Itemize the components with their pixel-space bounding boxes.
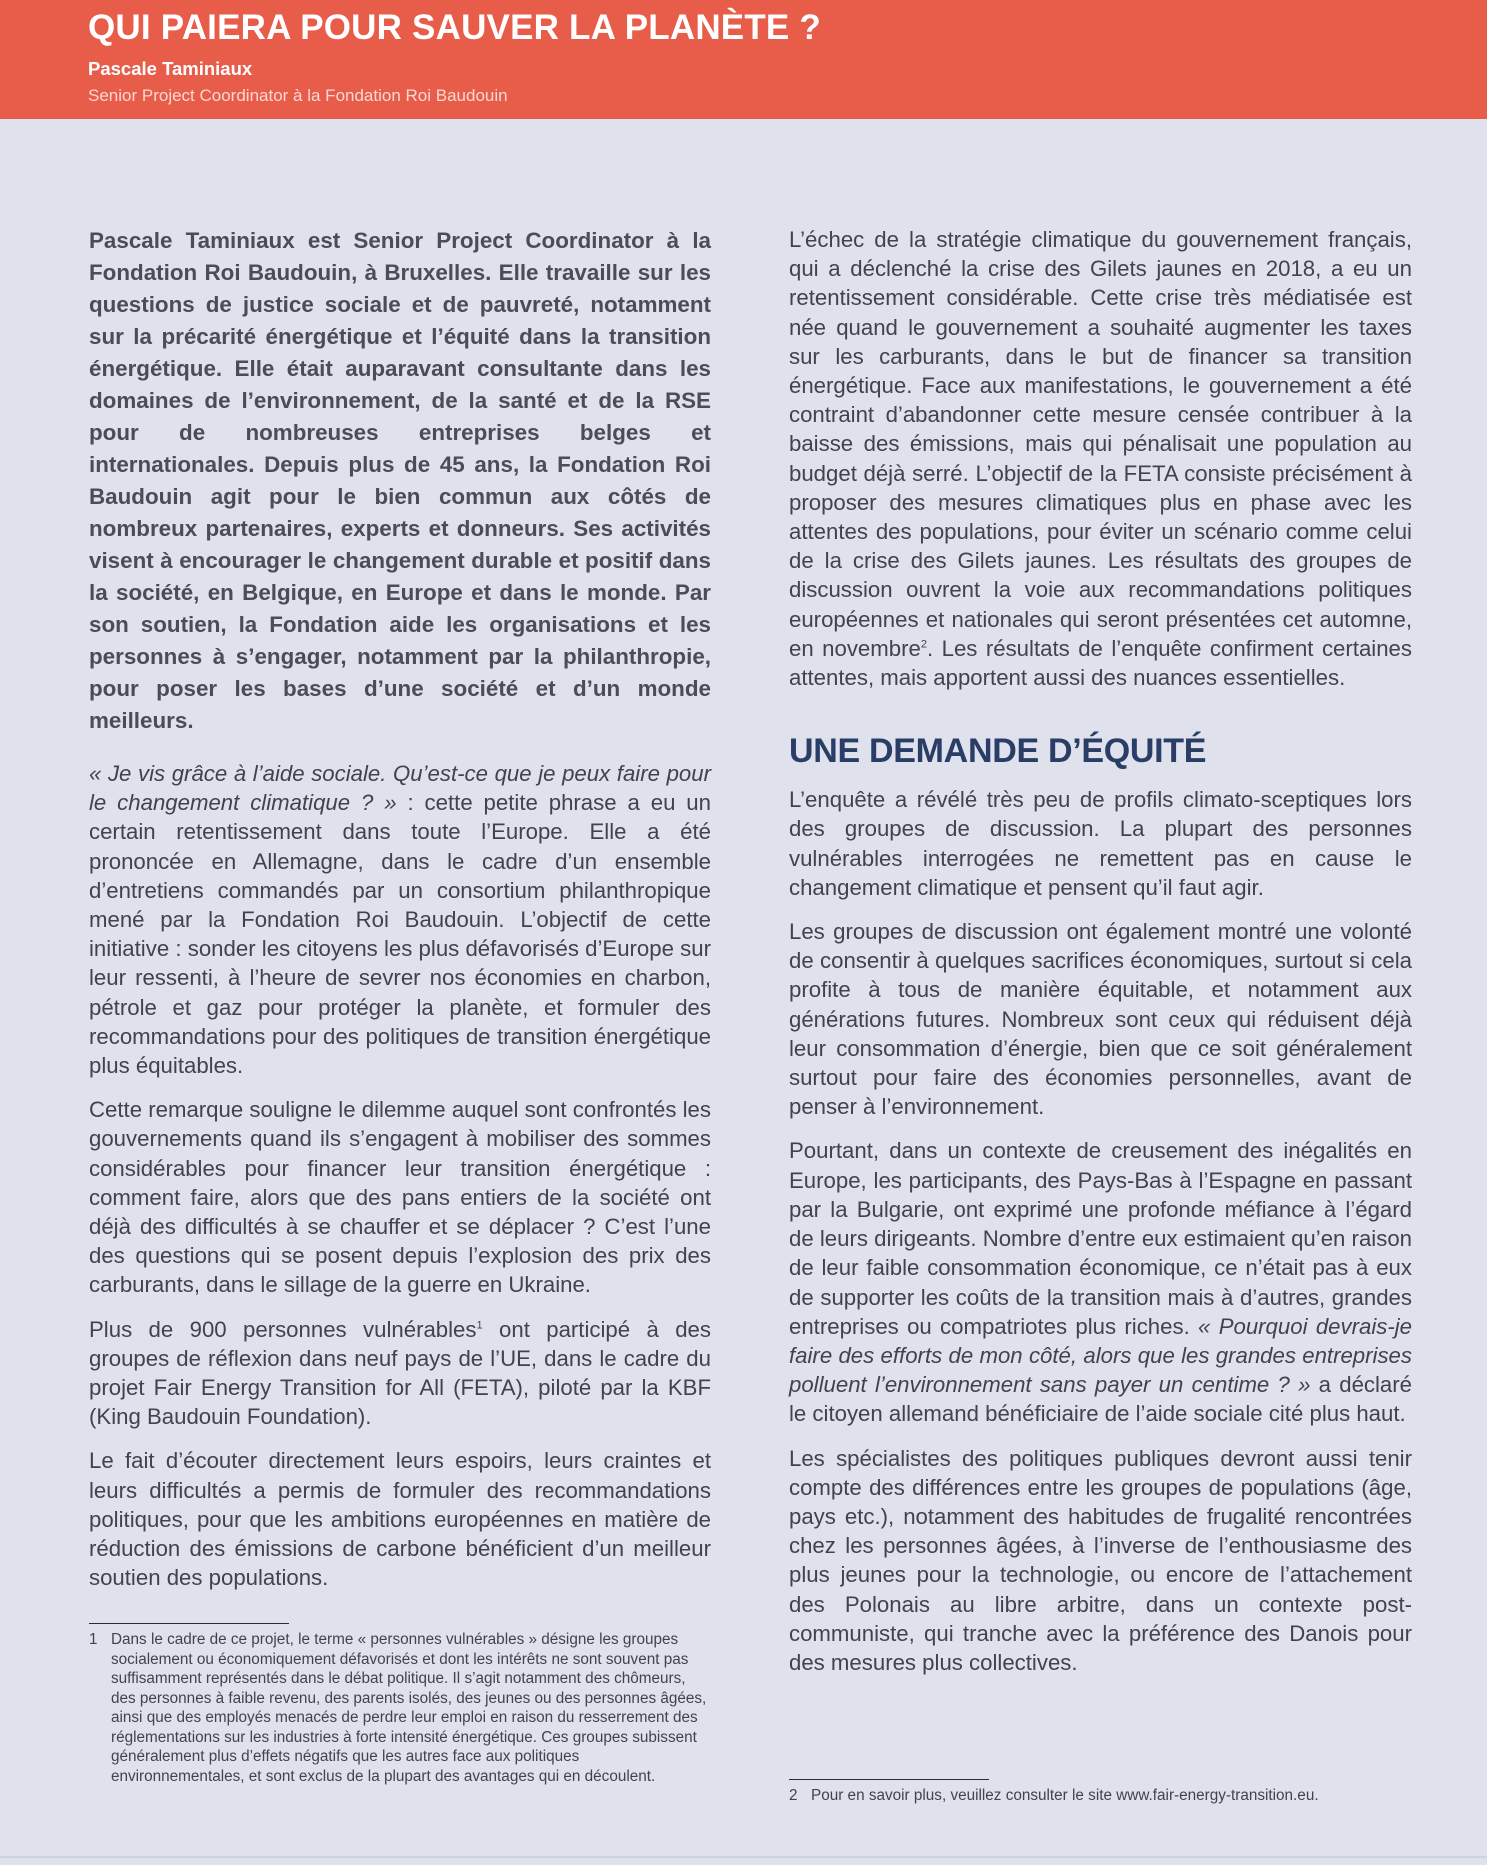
footnote-number: 2 [789,1787,798,1804]
footnote-divider [789,1779,989,1780]
author-name: Pascale Taminiaux [88,58,253,79]
paragraph: Le fait d’écouter directement leurs espoirs, leurs craintes et leurs difficultés a permis de formuler des recommandations politiques, pour que les ambitions européennes en matière de réduction des émissions de carbone bénéficient d’un meilleur soutien des populations. [89,1448,711,1591]
footnote-text[interactable]: Pour en savoir plus, veuillez consulter le site www.fair-energy-transition.eu. [811,1787,1319,1804]
footnote-1 [89,1630,711,1786]
paragraph: Plus de 900 personnes vulnérables$^1$ ont participé à des groupes de réflexion dans neuf pays de l’UE, dans le cadre du projet Fair Energy Transition for All (FETA), piloté par la KBF (King Baudouin Foundation). [89,1316,711,1430]
quote: « Je vis grâce à l’aide sociale. Qu’est-ce que je peux faire pour le changement climatique ? » [89,761,711,816]
article-title: QUI PAIERA POUR SAUVER LA PLANÈTE ? [88,8,821,47]
paragraph: L’échec de la stratégie climatique du gouvernement français, qui a déclenché la crise des Gilets jaunes en 2018, a eu un retentissement considérable. Cette crise très médiatisée est née quand le gouvernement a souhaité augmenter les taxes sur les carburants, dans le but de financer sa transition énergétique. Face aux manifestations, le gouvernement a été contraint d’abandonner cette mesure censée contribuer à la baisse des émissions, mais qui pénalisait une population au budget déjà serré. L’objectif de la FETA consiste précisément à proposer des mesures climatiques plus en phase avec les attentes des populations, pour éviter un scénario comme celui de la crise des Gilets jaunes. Les résultats des groupes de discussion ouvrent la voie aux recommandations politiques européennes et nationales qui seront présentées cet automne, en novembre$^2$. Les résultats de l’enquête confirment certaines attentes, mais apportent aussi des nuances essentielles. [789,227,1412,691]
author-bio: Pascale Taminiaux est Senior Project Coordinator à la Fondation Roi Baudouin, à Bruxelles. Elle travaille sur les questions de justice sociale et de pauvreté, notamment sur la précarité énergétique et l’équité dans la transition énergétique. Elle était auparavant consultante dans les domaines de l’environnement, de la santé et de la RSE pour de nombreuses entreprises belges et internationales. Depuis plus de 45 ans, la Fondation Roi Baudouin agit pour le bien commun aux côtés de nombreux partenaires, experts et donneurs. Ses activités visent à encourager le changement durable et positif dans la société, en Belgique, en Europe et dans le monde. Par son soutien, la Fondation aide les organisations et les personnes à s’engager, notamment par la philanthropie, pour poser les bases d’une société et d’un monde meilleurs. [89,228,711,733]
paragraph: L’enquête a révélé très peu de profils climato-sceptiques lors des groupes de discussion. La plupart des personnes vulnérables interrogées ne remettent pas en cause le changement climatique et pensent qu’il faut agir. [789,787,1412,900]
paragraph: « Je vis grâce à l’aide sociale. Qu’est-ce que je peux faire pour le changement climatique ? » : cette petite phrase a eu un certain retentissement dans toute l’Europe. Elle a été prononcée en Allemagne, dans le cadre d’un ensemble d’entretiens commandés par un consortium philanthropique mené par la Fondation Roi Baudouin. L’objectif de cette initiative : sonder les citoyens les plus défavorisés d’Europe sur leur ressenti, à l’heure de sevrer nos économies en charbon, pétrole et gaz pour protéger la planète, et formuler des recommandations pour des politiques de transition énergétique plus équitables. [89,761,711,1079]
footnote-ref-1[interactable]: 1 [476,1319,483,1332]
footnote-2 [789,1786,1412,1806]
author-role: Senior Project Coordinator à la Fondation Roi Baudouin [88,86,508,105]
section-heading: UNE DEMANDE D’ÉQUITÉ [789,732,1207,771]
paragraph: Pourtant, dans un contexte de creusement des inégalités en Europe, les participants, des Pays-Bas à l’Espagne en passant par la Bulgarie, ont exprimé une profonde méfiance à l’égard de leurs dirigeants. Nombre d’entre eux estimaient qu’en raison de leur faible consommation économique, ce n’était pas à eux de supporter les coûts de la transition mais à d’autres, grandes entreprises ou compatriotes plus riches. « Pourquoi devrais-je faire des efforts de mon côté, alors que les grandes entreprises polluent l’environnement sans payer un centime ? » a déclaré le citoyen allemand bénéficiaire de l’aide sociale cité plus haut. [789,1138,1412,1427]
paragraph: Cette remarque souligne le dilemme auquel sont confrontés les gouvernements quand ils s’engagent à mobiliser des sommes considérables pour financer leur transition énergétique : comment faire, alors que des pans entiers de la société ont déjà des difficultés à se chauffer et se déplacer ? C’est l’une des questions qui se posent depuis l’explosion des prix des carburants, dans le sillage de la guerre en Ukraine. [89,1097,711,1298]
footnote-block-2 [789,1779,1412,1806]
paragraph: Les spécialistes des politiques publiques devront aussi tenir compte des différences entre les groupes de populations (âge, pays etc.), notamment des habitudes de frugalité rencontrées chez les personnes âgées, à l’inverse de l’enthousiasme des plus jeunes pour la technologie, ou encore de l’attachement des Polonais au libre arbitre, dans un contexte post-communiste, qui tranche avec la préférence des Danois pour des mesures plus collectives. [789,1445,1412,1675]
footnote-ref-2[interactable]: 2 [920,638,927,651]
footnote-block-1 [89,1623,711,1786]
footnote-divider [89,1623,289,1624]
quote: « Pourquoi devrais-je faire des efforts de mon côté, alors que les grandes entreprises polluent l’environnement sans payer un centime ? » [789,1313,1412,1398]
left-column [89,225,711,1607]
footnote-number: 1 [89,1631,98,1648]
paragraph: Les groupes de discussion ont également montré une volonté de consentir à quelques sacrifices économiques, surtout si cela profite à tous de manière équitable, et notamment aux générations futures. Nombreux sont ceux qui réduisent déjà leur consommation d’énergie, bien que ce soit généralement surtout pour faire des économies personnelles, avant de penser à l’environnement. [789,919,1412,1120]
page-bottom-edge [0,1856,1487,1858]
article-header [0,0,1487,119]
right-column [789,225,1412,1692]
footnote-text: Dans le cadre de ce projet, le terme « personnes vulnérables » désigne les groupes socialement ou économiquement défavorisés et dont les intérêts ne sont souvent pas suffisamment représentés dans le débat politique. Il s’agit notamment des chômeurs, des personnes à faible revenu, des parents isolés, des jeunes ou des personnes âgées, ainsi que des employés menacés de perdre leur emploi en raison du resserrement des réglementations sur les industries à forte intensité énergétique. Ces groupes subissent généralement plus d’effets négatifs que les autres face aux politiques environnementales, et sont exclus de la plupart des avantages qui en découlent. [111,1631,707,1785]
